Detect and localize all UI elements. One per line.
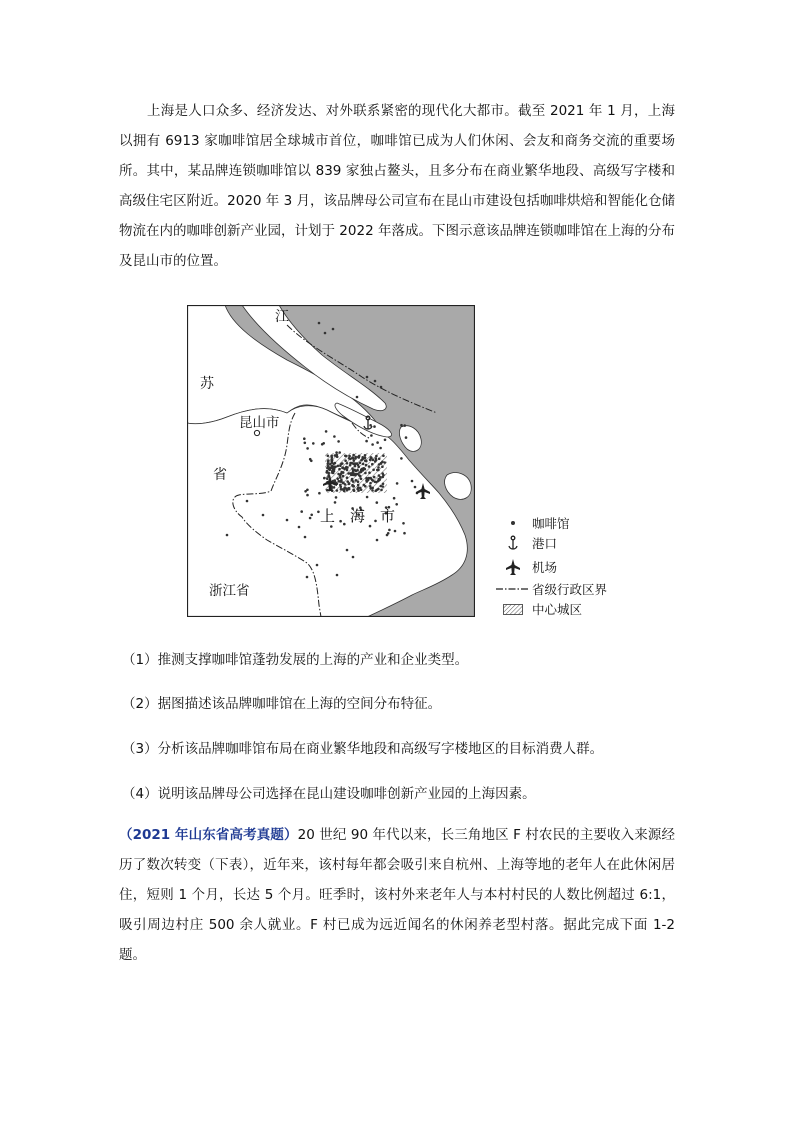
cafe-dot	[374, 380, 377, 383]
cafe-dot	[344, 459, 347, 462]
cafe-dot	[368, 471, 371, 474]
cafe-dot	[380, 462, 383, 465]
cafe-dot	[329, 463, 332, 466]
cafe-dot	[370, 456, 373, 459]
cafe-dot	[357, 480, 360, 483]
label-sheng: 省	[213, 467, 227, 483]
cafe-dot	[336, 489, 339, 492]
cafe-dot	[348, 455, 351, 458]
cafe-dot	[351, 467, 354, 470]
cafe-dot	[355, 470, 358, 473]
cafe-dot	[376, 469, 379, 472]
cafe-dot	[334, 501, 337, 504]
cafe-dot	[351, 474, 354, 477]
cafe-dot	[331, 472, 334, 475]
cafe-dot	[306, 576, 309, 579]
cafe-dot	[359, 462, 362, 465]
cafe-dot	[402, 522, 405, 525]
cafe-dot	[348, 457, 351, 460]
cafe-dot	[380, 386, 383, 389]
cafe-dot	[396, 482, 399, 485]
cafe-dot	[344, 483, 347, 486]
cafe-dot	[306, 447, 309, 450]
cafe-dot	[351, 457, 354, 460]
cafe-dot	[345, 455, 348, 458]
cafe-dot	[332, 466, 335, 469]
cafe-dot	[351, 479, 354, 482]
intro-paragraph	[119, 96, 675, 276]
cafe-dot	[300, 510, 303, 513]
border-line-icon	[496, 586, 530, 592]
cafe-dot	[303, 437, 306, 440]
cafe-dot	[369, 482, 372, 485]
cafe-dot	[327, 465, 330, 468]
cafe-dot	[337, 440, 340, 443]
cafe-dot	[346, 549, 349, 552]
cafe-dot	[381, 472, 384, 475]
cafe-dot	[381, 465, 384, 468]
cafe-dot	[333, 435, 336, 438]
label-shanghai: 上 海 市	[320, 507, 396, 525]
cafe-dot	[226, 534, 229, 537]
cafe-dot	[365, 464, 368, 467]
cafe-dot	[327, 460, 330, 463]
cafe-dot	[346, 476, 349, 479]
plane-icon	[496, 558, 530, 576]
cafe-dot	[366, 376, 369, 379]
legend-label: 港口	[532, 536, 558, 551]
cafe-dot	[333, 486, 336, 489]
cafe-dot	[347, 472, 350, 475]
cafe-dot	[356, 488, 359, 491]
cafe-dot	[309, 458, 312, 461]
cafe-dot	[346, 462, 349, 465]
cafe-dot	[262, 514, 265, 517]
cafe-dot	[400, 457, 403, 460]
cafe-dot	[370, 434, 373, 437]
second-question-paragraph	[119, 820, 675, 970]
cafe-dot	[312, 442, 315, 445]
cafe-dot	[384, 439, 387, 442]
cafe-dot	[359, 487, 362, 490]
cafe-dot	[352, 485, 355, 488]
cafe-dot	[338, 451, 341, 454]
cafe-dot	[340, 479, 343, 482]
cafe-dot	[378, 458, 381, 461]
cafe-dot	[323, 477, 326, 480]
cafe-dot	[327, 472, 330, 475]
label-jiang: 江	[275, 309, 289, 325]
second-question-text: 20 世纪 90 年代以来，长三角地区 F 村农民的主要收入来源经历了数次转变（下表），近年来，该村每年都会吸引来自杭州、上海等地的老年人在此休闲居住，短则 1 个月，长达 5 个月。旺季时，该村外来老年人与本村村民的人数比例超过 6:1，吸引周边村庄 500 余人就业。F 村已成为远近闻名的休闲养老型村落。据此完成下面 1-2 题。	[119, 827, 675, 963]
cafe-dot	[379, 447, 382, 450]
cafe-dot	[343, 490, 346, 493]
cafe-dot	[322, 442, 325, 445]
cafe-dot	[386, 534, 389, 537]
legend-item-center	[496, 600, 582, 618]
cafe-dot	[378, 479, 381, 482]
cafe-dot	[353, 463, 356, 466]
cafe-dot	[309, 517, 312, 520]
cafe-dot	[353, 459, 356, 462]
cafe-dot	[414, 486, 417, 489]
cafe-dot	[354, 457, 357, 460]
cafe-dot	[304, 536, 307, 539]
question-3: （3）分析该品牌咖啡馆布局在商业繁华地段和高级写字楼地区的目标消费人群。	[122, 741, 604, 757]
cafe-dot	[359, 475, 362, 478]
cafe-dot	[326, 477, 329, 480]
cafe-dot	[365, 460, 368, 463]
cafe-dot	[369, 525, 372, 528]
cafe-dot	[362, 463, 365, 466]
second-question-body	[119, 820, 675, 970]
cafe-dot	[342, 475, 345, 478]
anchor-icon	[496, 535, 530, 551]
cafe-dot	[372, 469, 375, 472]
cafe-dot	[376, 441, 379, 444]
cafe-dot	[368, 465, 371, 468]
cafe-dot	[304, 490, 307, 493]
cafe-dot	[330, 458, 333, 461]
legend-label: 中心城区	[532, 602, 583, 617]
cafe-dot	[335, 451, 338, 454]
cafe-dot	[383, 461, 386, 464]
label-kunshan: 昆山市	[239, 415, 280, 431]
question-2: （2）据图描述该品牌咖啡馆在上海的空间分布特征。	[122, 696, 442, 712]
map-legend	[496, 510, 626, 620]
cafe-dot	[286, 519, 289, 522]
cafe-dot	[361, 458, 364, 461]
cafe-dot	[327, 455, 330, 458]
cafe-dot	[371, 463, 374, 466]
cafe-dot	[306, 494, 309, 497]
cafe-dot	[388, 529, 391, 532]
cafe-dot	[310, 514, 313, 517]
cafe-dot	[318, 322, 321, 325]
cafe-dot	[334, 454, 337, 457]
cafe-dot	[340, 463, 343, 466]
cafe-dot	[349, 464, 352, 467]
cafe-dot	[382, 483, 385, 486]
cafe-dot	[316, 564, 319, 567]
cafe-dot	[356, 396, 359, 399]
cafe-dot	[366, 496, 369, 499]
cafe-dot	[343, 468, 346, 471]
cafe-dot	[335, 496, 338, 499]
cafe-dot	[346, 469, 349, 472]
legend-item-cafe	[496, 514, 570, 532]
cafe-dot	[393, 497, 396, 500]
cafe-dot	[339, 476, 342, 479]
intro-text: 上海是人口众多、经济发达、对外联系紧密的现代化大都市。截至 2021 年 1 月，上海以拥有 6913 家咖啡馆居全球城市首位，咖啡馆已成为人们休闲、会友和商务交流的重要场所。其中，某品牌连锁咖啡馆以 839 家独占鳌头，且多分布在商业繁华地段、高级写字楼和高级住宅区附近。2020 年 3 月，该品牌母公司宣布在昆山市建设包括咖啡烘焙和智能化仓储物流在内的咖啡创新产业园，计划于 2022 年落成。下图示意该品牌连锁咖啡馆在上海的分布及昆山市的位置。	[119, 103, 675, 269]
cafe-dot	[403, 424, 406, 427]
kunshan-marker	[254, 430, 259, 435]
cafe-dot	[371, 479, 374, 482]
cafe-dot	[376, 539, 379, 542]
cafe-dot	[345, 466, 348, 469]
cafe-dot	[363, 484, 366, 487]
cafe-dot	[373, 476, 376, 479]
cafe-dot	[375, 490, 378, 493]
cafe-dot	[376, 501, 379, 504]
cafe-dot	[364, 454, 367, 457]
cafe-dot	[356, 462, 359, 465]
cafe-dot	[375, 455, 378, 458]
cafe-dot	[360, 478, 363, 481]
legend-label: 机场	[532, 560, 558, 575]
cafe-dot	[339, 474, 342, 477]
hatch-icon	[496, 604, 530, 615]
legend-label: 咖啡馆	[532, 516, 570, 531]
cafe-dot	[377, 488, 380, 491]
cafe-dot	[352, 556, 355, 559]
cafe-dot	[375, 481, 378, 484]
cafe-dot	[338, 468, 341, 471]
cafe-dot	[304, 442, 307, 445]
cafe-dot	[411, 480, 414, 483]
cafe-dot	[298, 526, 301, 529]
cafe-dot	[357, 484, 360, 487]
cafe-dot	[340, 471, 343, 474]
cafe-dot	[374, 460, 377, 463]
cafe-dot	[382, 454, 385, 457]
cafe-dot	[337, 465, 340, 468]
cafe-dot	[353, 489, 356, 492]
cafe-dot	[382, 476, 385, 479]
cafe-dot	[339, 484, 342, 487]
cafe-dot	[325, 430, 328, 433]
cafe-dot	[246, 500, 249, 503]
cafe-dot	[352, 454, 355, 457]
cafe-dot	[377, 466, 380, 469]
cafe-dot	[381, 485, 384, 488]
cafe-dot	[369, 485, 372, 488]
cafe-dot	[318, 492, 321, 495]
cafe-dot	[358, 456, 361, 459]
cafe-dot	[330, 525, 333, 528]
legend-item-port	[496, 534, 557, 552]
dot-icon	[496, 519, 530, 527]
cafe-dot	[337, 480, 340, 483]
cafe-dot	[400, 424, 403, 427]
cafe-dot	[336, 477, 339, 480]
cafe-dot	[373, 425, 376, 428]
cafe-dot	[362, 468, 365, 471]
shanghai-map	[187, 305, 475, 617]
cafe-dot	[364, 472, 367, 475]
cafe-dot	[405, 436, 408, 439]
cafe-dot	[348, 487, 351, 490]
cafe-dot	[332, 328, 335, 331]
cafe-dot	[348, 483, 351, 486]
label-su: 苏	[200, 376, 214, 392]
label-zhejiang: 浙江省	[209, 583, 250, 599]
question-1: （1）推测支撑咖啡馆蓬勃发展的上海的产业和企业类型。	[122, 652, 469, 668]
cafe-dot	[371, 443, 374, 446]
cafe-dot	[371, 489, 374, 492]
cafe-dot	[394, 530, 397, 533]
cafe-dot	[336, 574, 339, 577]
cafe-dot	[334, 462, 337, 465]
cafe-dot	[327, 474, 330, 477]
cafe-dot	[380, 489, 383, 492]
legend-item-airport	[496, 558, 557, 576]
cafe-dot	[365, 440, 368, 443]
cafe-dot	[327, 463, 330, 466]
cafe-dot	[346, 489, 349, 492]
cafe-dot	[403, 532, 406, 535]
legend-label: 省级行政区界	[532, 582, 608, 597]
cafe-dot	[375, 457, 378, 460]
cafe-dot	[395, 503, 398, 506]
cafe-dot	[324, 332, 327, 335]
cafe-dot	[367, 479, 370, 482]
question-source: （2021 年山东省高考真题）	[119, 827, 298, 843]
legend-item-border	[496, 580, 607, 598]
cafe-dot	[340, 488, 343, 491]
question-4: （4）说明该品牌母公司选择在昆山建设咖啡创新产业园的上海因素。	[122, 786, 536, 802]
